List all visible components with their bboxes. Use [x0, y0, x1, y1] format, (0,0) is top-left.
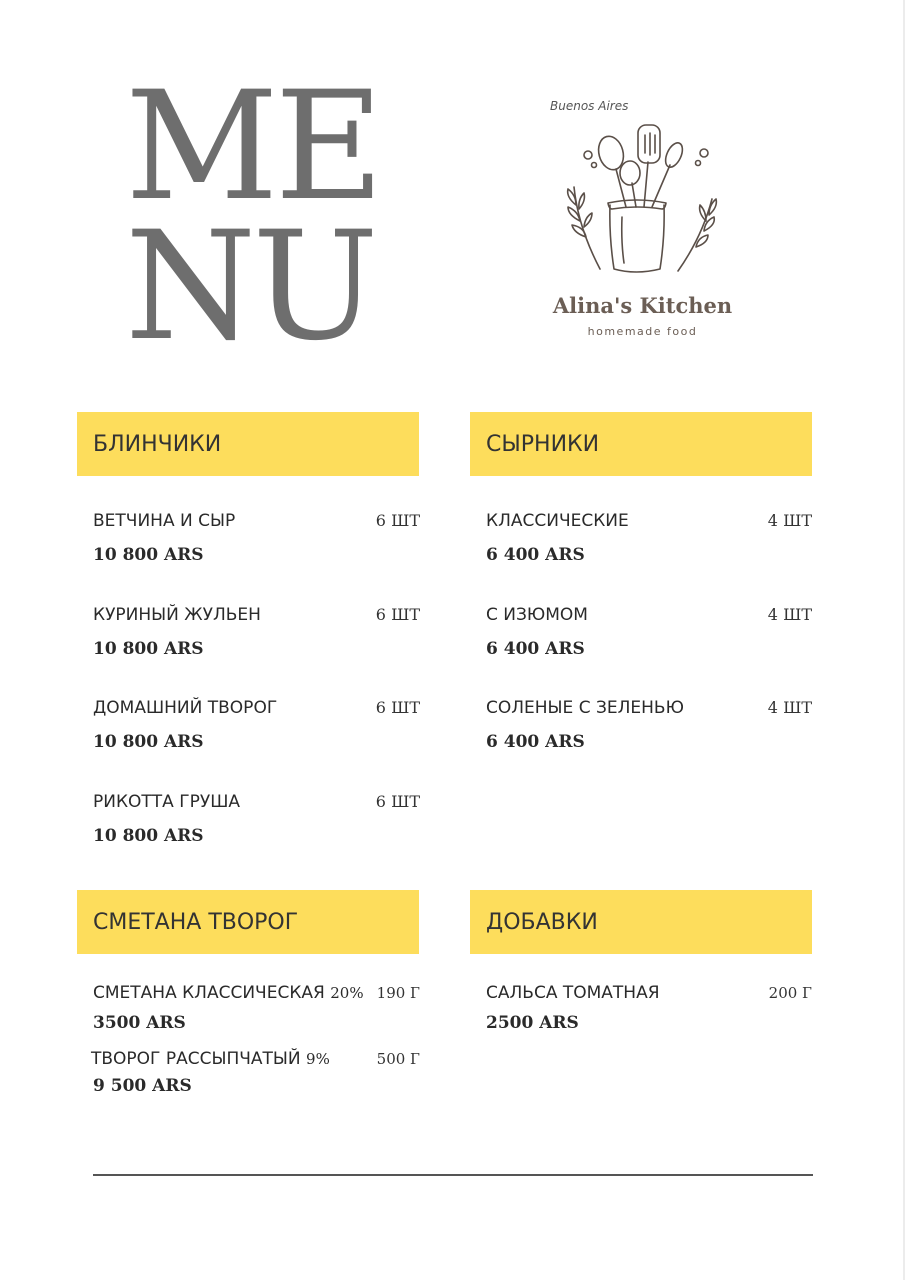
- item-price: 10 800 ARS: [93, 732, 204, 752]
- item-price: 2500 ARS: [486, 1013, 579, 1033]
- item-name: КЛАССИЧЕСКИЕ: [486, 511, 629, 531]
- section-header-syrniki: СЫРНИКИ: [470, 412, 812, 476]
- item-name: [91, 1049, 330, 1069]
- menu-title-line2: NU: [125, 200, 375, 374]
- section-header-smetana: СМЕТАНА ТВОРОГ: [77, 890, 419, 954]
- item-price: 9 500 ARS: [93, 1076, 192, 1096]
- item-name: С ИЗЮМОМ: [486, 605, 588, 625]
- item-qty: 6 ШТ: [375, 605, 420, 624]
- item-price: 10 800 ARS: [93, 545, 204, 565]
- item-price: 10 800 ARS: [93, 639, 204, 659]
- footer-divider: [93, 1174, 813, 1176]
- item-name: РИКОТТА ГРУША: [93, 792, 241, 812]
- item-price: 6 400 ARS: [486, 639, 585, 659]
- section-header-dobavki: ДОБАВКИ: [470, 890, 812, 954]
- item-qty: 4 ШТ: [767, 511, 812, 530]
- item-qty: 6 ШТ: [375, 698, 420, 717]
- section-header-blinchiki: БЛИНЧИКИ: [77, 412, 419, 476]
- item-price: 10 800 ARS: [93, 826, 204, 846]
- item-qty: 6 ШТ: [375, 792, 420, 811]
- item-fat-pct: 9%: [306, 1050, 330, 1068]
- item-qty: 200 Г: [768, 984, 812, 1002]
- logo-tagline: homemade food: [587, 325, 698, 338]
- item-qty: 4 ШТ: [767, 698, 812, 717]
- kitchen-logo: [540, 95, 740, 345]
- item-price: 3500 ARS: [93, 1013, 186, 1033]
- item-price: 6 400 ARS: [486, 545, 585, 565]
- item-qty: 4 ШТ: [767, 605, 812, 624]
- item-name: ВЕТЧИНА И СЫР: [93, 511, 236, 531]
- item-price: 6 400 ARS: [486, 732, 585, 752]
- item-qty: 500 Г: [376, 1050, 420, 1068]
- item-name: КУРИНЫЙ ЖУЛЬЕН: [93, 605, 261, 625]
- item-qty: 6 ШТ: [375, 511, 420, 530]
- menu-title-line1: ME: [125, 60, 381, 234]
- item-name: САЛЬСА ТОМАТНАЯ: [486, 983, 660, 1003]
- logo-name: Alina's Kitchen: [552, 293, 733, 318]
- logo-city: Buenos Aires: [550, 99, 629, 113]
- utensil-jar-icon: [552, 117, 722, 277]
- item-name-text: СМЕТАНА КЛАССИЧЕСКАЯ: [93, 983, 325, 1003]
- item-name: СОЛЕНЫЕ С ЗЕЛЕНЬЮ: [486, 698, 684, 718]
- item-name-text: ТВОРОГ РАССЫПЧАТЫЙ: [91, 1049, 301, 1069]
- item-fat-pct: 20%: [330, 984, 364, 1002]
- item-qty: 190 Г: [376, 984, 420, 1002]
- item-name: ДОМАШНИЙ ТВОРОГ: [93, 698, 278, 718]
